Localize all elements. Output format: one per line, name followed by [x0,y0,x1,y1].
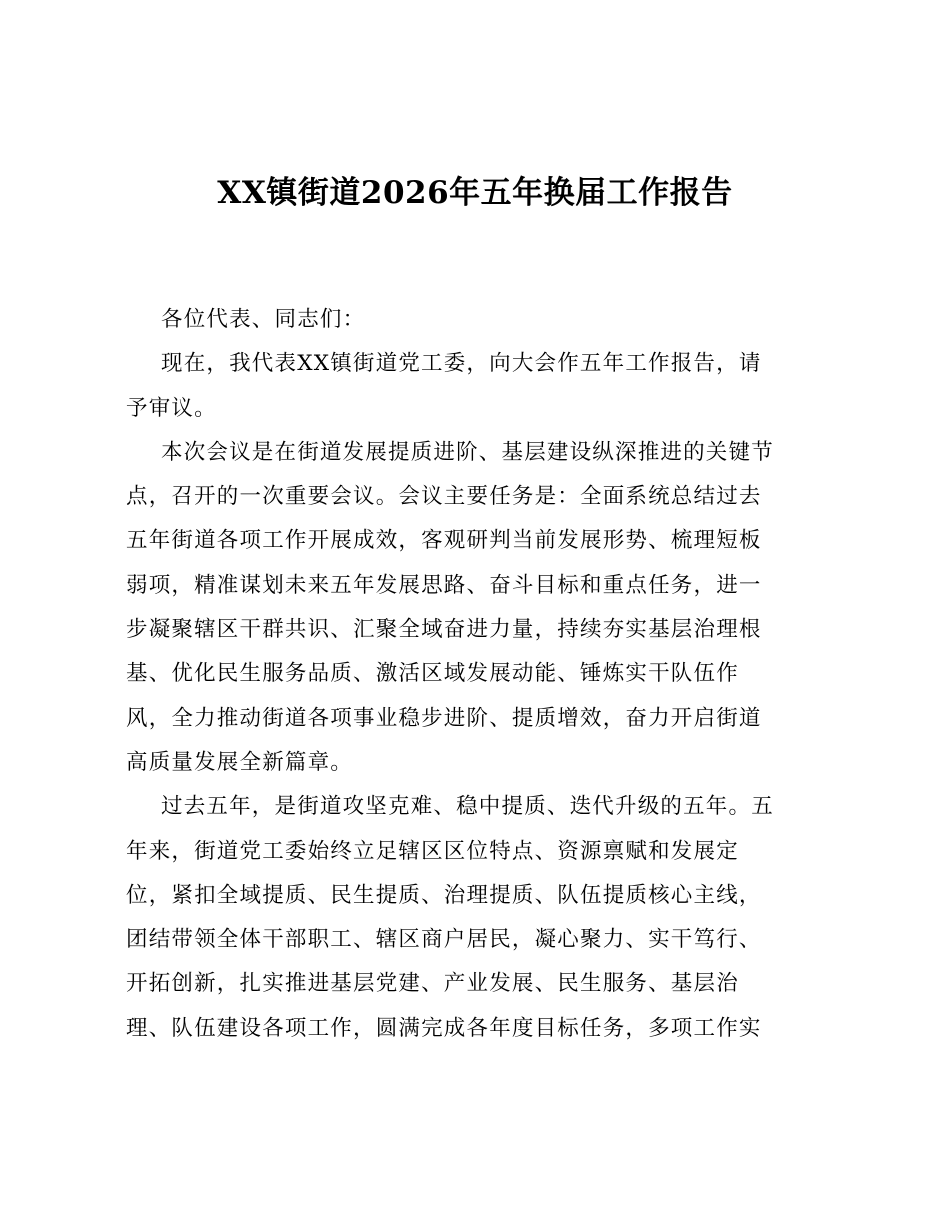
text-line: 开拓创新，扎实推进基层党建、产业发展、民生服务、基层治 [126,971,739,997]
text-line: 年来，街道党工委始终立足辖区区位特点、资源禀赋和发展定 [126,838,739,864]
text-line: 高质量发展全新篇章。 [126,749,354,775]
paragraph-opening [126,342,826,431]
text-line: 步凝聚辖区干群共识、汇聚全域奋进力量，持续夯实基层治理根 [126,617,762,643]
text-line: 五年街道各项工作开展成效，客观研判当前发展形势、梳理短板 [126,528,762,554]
text-line: 团结带领全体干部职工、辖区商户居民，凝心聚力、实干笃行、 [126,927,762,953]
text-line: 现在，我代表XX镇街道党工委，向大会作五年工作报告，请 [161,351,762,377]
paragraph-meeting-purpose [126,431,826,785]
document-title: XX镇街道2026年五年换届工作报告 [217,175,733,211]
text-line: 理、队伍建设各项工作，圆满完成各年度目标任务，多项工作实 [126,1015,762,1041]
text-line: 基、优化民生服务品质、激活区域发展动能、锤炼实干队伍作 [126,661,739,687]
text-line: 弱项，精准谋划未来五年发展思路、奋斗目标和重点任务，进一 [126,572,762,598]
text-line: 各位代表、同志们： [161,307,366,332]
paragraph-review [126,785,826,1051]
paragraph-salutation [126,298,826,342]
text-line: 本次会议是在街道发展提质进阶、基层建设纵深推进的关键节 [161,439,774,465]
text-line: 风，全力推动街道各项事业稳步进阶、提质增效，奋力开启街道 [126,705,762,731]
document-body [126,298,826,1051]
text-line: 点，召开的一次重要会议。会议主要任务是：全面系统总结过去 [126,484,762,510]
text-line: 予审议。 [126,395,217,421]
text-line: 过去五年，是街道攻坚克难、稳中提质、迭代升级的五年。五 [161,794,774,820]
text-line: 位，紧扣全域提质、民生提质、治理提质、队伍提质核心主线， [126,882,762,908]
